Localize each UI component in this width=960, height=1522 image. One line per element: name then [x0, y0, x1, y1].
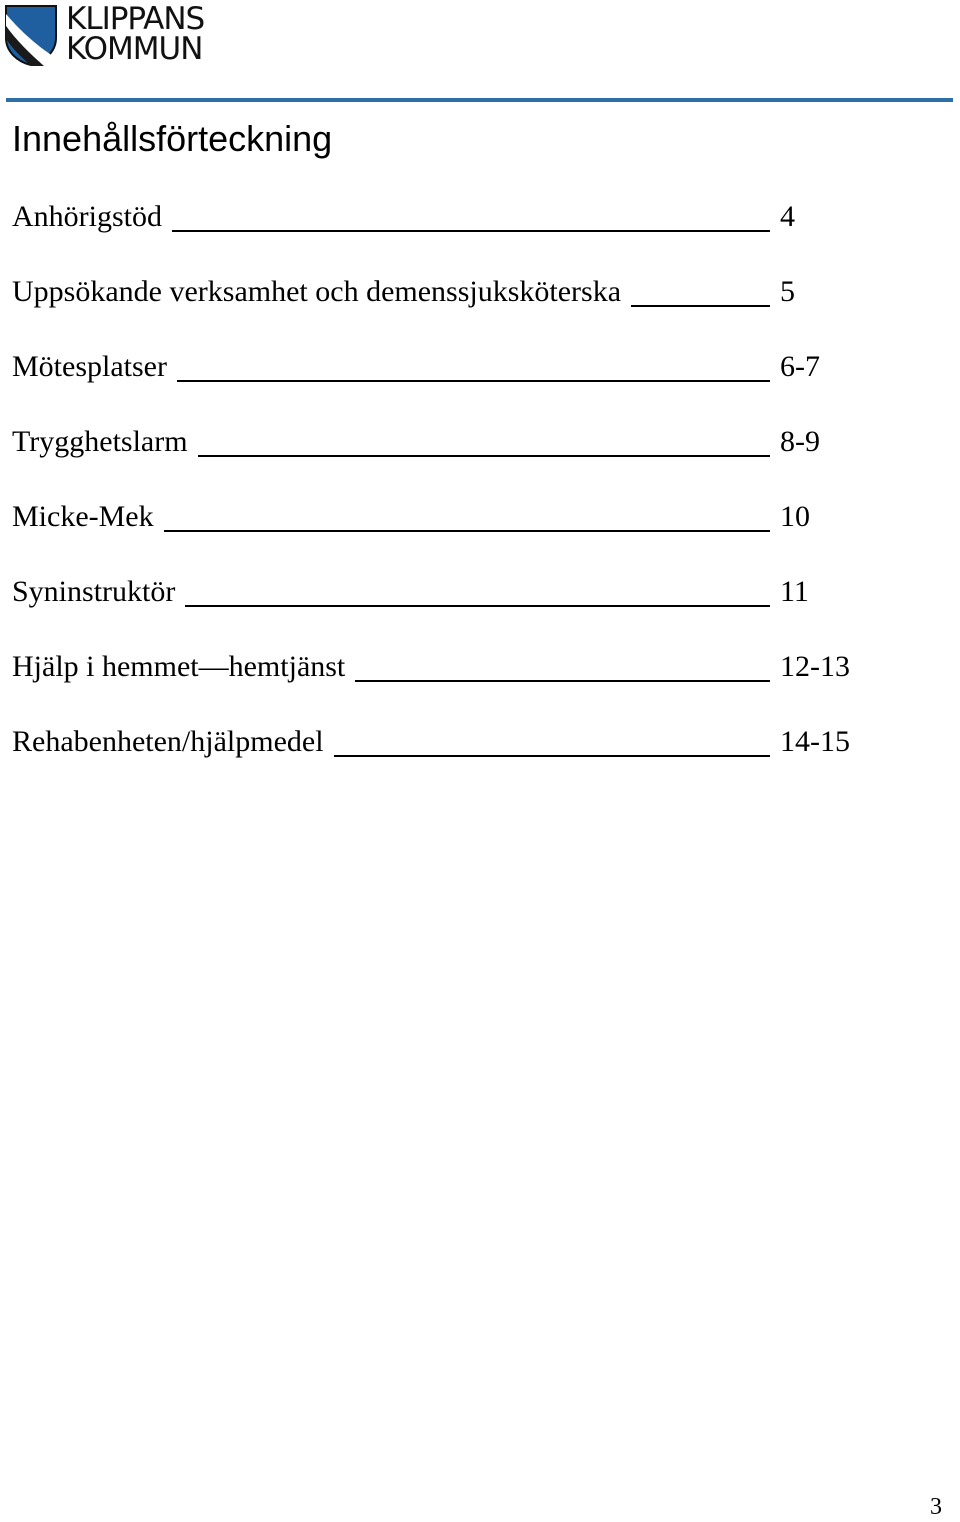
toc-item[interactable]	[12, 496, 912, 571]
municipality-shield-icon	[4, 4, 58, 66]
toc-item-label: Micke-Mek	[12, 500, 154, 533]
toc-item[interactable]	[12, 346, 912, 421]
toc-leader-line	[172, 230, 770, 232]
toc-item[interactable]	[12, 271, 912, 346]
toc-item-label: Trygghetslarm	[12, 425, 188, 458]
toc-item[interactable]	[12, 721, 912, 796]
toc-item-label: Syninstruktör	[12, 575, 176, 608]
toc-item-label: Anhörigstöd	[12, 200, 162, 233]
toc-leader-line	[334, 755, 770, 757]
toc-item[interactable]	[12, 421, 912, 496]
toc-leader-line	[177, 380, 770, 382]
toc-leader-line	[185, 605, 770, 607]
toc-item[interactable]	[12, 646, 912, 721]
toc-item-label: Rehabenheten/hjälpmedel	[12, 725, 324, 758]
toc-item-page: 14-15	[780, 725, 850, 758]
toc-item[interactable]	[12, 571, 912, 646]
toc-item-label: Uppsökande verksamhet och demenssjuksköterska	[12, 275, 622, 308]
toc-leader-line	[164, 530, 770, 532]
toc-item[interactable]	[12, 196, 912, 271]
page-title: Innehållsförteckning	[12, 118, 333, 159]
toc-leader-line	[355, 680, 770, 682]
logo-line-2: KOMMUN	[66, 31, 203, 67]
logo-line-1: KLIPPANS	[66, 1, 205, 37]
logo-wordmark	[66, 1, 205, 67]
page-header	[0, 0, 960, 104]
toc-item-label: Hjälp i hemmet—hemtjänst	[12, 650, 346, 683]
toc-item-page: 10	[780, 500, 810, 533]
toc-item-page: 6-7	[780, 350, 820, 383]
toc-item-label: Mötesplatser	[12, 350, 167, 383]
page-number: 3	[930, 1494, 942, 1520]
header-rule	[6, 98, 953, 102]
toc-item-page: 8-9	[780, 425, 820, 458]
toc-item-page: 5	[780, 275, 795, 308]
table-of-contents	[12, 196, 912, 796]
toc-leader-line	[631, 305, 770, 307]
toc-item-page: 11	[780, 575, 809, 608]
toc-leader-line	[198, 455, 770, 457]
toc-item-page: 4	[780, 200, 795, 233]
toc-item-page: 12-13	[780, 650, 850, 683]
